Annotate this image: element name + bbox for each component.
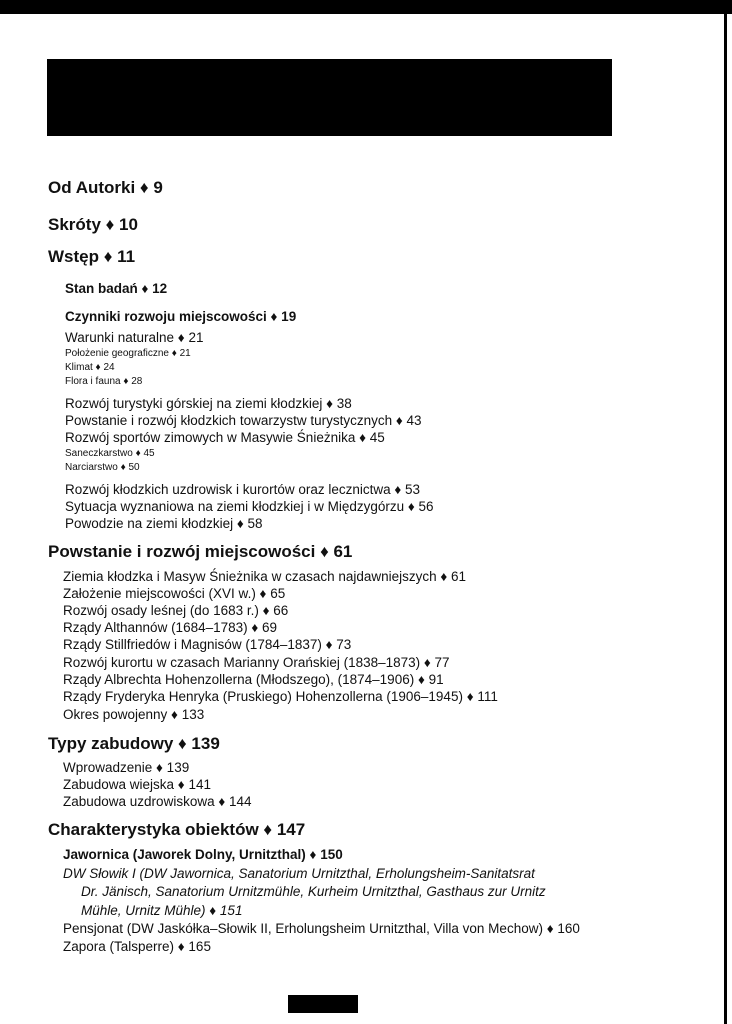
toc-entry-osada: Rozwój osady leśnej (do 1683 r.) ♦ 66 — [63, 603, 289, 618]
toc-entry-wprowadzenie: Wprowadzenie ♦ 139 — [63, 760, 190, 775]
toc-entry-wyznania: Sytuacja wyznaniowa na ziemi kłodzkiej i w Międzygórzu ♦ 56 — [65, 499, 434, 514]
toc-entry-klimat: Klimat ♦ 24 — [65, 362, 115, 373]
toc-entry-od-autorki: Od Autorki ♦ 9 — [48, 178, 163, 197]
toc-entry-polozenie: Położenie geograficzne ♦ 21 — [65, 348, 191, 359]
toc-entry-wstep: Wstęp ♦ 11 — [48, 247, 136, 266]
toc-entry-slowik-line1: DW Słowik I (DW Jawornica, Sanatorium Urnitzthal, Erholungsheim-Sanitatsrat — [63, 866, 535, 881]
toc-entry-althann: Rządy Althannów (1684–1783) ♦ 69 — [63, 620, 278, 635]
toc-entry-charakterystyka: Charakterystyka obiektów ♦ 147 — [48, 820, 306, 839]
toc-entry-warunki: Warunki naturalne ♦ 21 — [65, 330, 204, 345]
toc-entry-albrecht: Rządy Albrechta Hohenzollerna (Młodszego), (1874–1906) ♦ 91 — [63, 672, 444, 687]
toc-entry-powodzie: Powodzie na ziemi kłodzkiej ♦ 58 — [65, 516, 263, 531]
toc-entry-czynniki: Czynniki rozwoju miejscowości ♦ 19 — [65, 309, 297, 324]
toc-entry-skroty: Skróty ♦ 10 — [48, 215, 138, 234]
toc-entry-typy: Typy zabudowy ♦ 139 — [48, 734, 220, 753]
toc-entry-pensjonat: Pensjonat (DW Jaskółka–Słowik II, Erholungsheim Urnitzthal, Villa von Mechow) ♦ 160 — [63, 921, 580, 936]
toc-entry-uzdrowiska: Rozwój kłodzkich uzdrowisk i kurortów oraz lecznictwa ♦ 53 — [65, 482, 421, 497]
toc-entry-stillfried: Rządy Stillfriedów i Magnisów (1784–1837) ♦ 73 — [63, 637, 352, 652]
toc-entry-narciarstwo: Narciarstwo ♦ 50 — [65, 462, 140, 473]
toc-entry-slowik-line3: Mühle, Urnitz Mühle) ♦ 151 — [81, 903, 243, 918]
toc-entry-stan-badan: Stan badań ♦ 12 — [65, 281, 168, 296]
toc-entry-zalozenie: Założenie miejscowości (XVI w.) ♦ 65 — [63, 586, 286, 601]
toc-entry-sporty: Rozwój sportów zimowych w Masywie Śnieżnika ♦ 45 — [65, 430, 385, 445]
toc-entry-okres: Okres powojenny ♦ 133 — [63, 707, 205, 722]
toc-entry-towarzystwa: Powstanie i rozwój kłodzkich towarzystw turystycznych ♦ 43 — [65, 413, 422, 428]
toc-entry-ziemia: Ziemia kłodzka i Masyw Śnieżnika w czasach najdawniejszych ♦ 61 — [63, 569, 467, 584]
toc-entry-powstanie: Powstanie i rozwój miejscowości ♦ 61 — [48, 542, 353, 561]
toc-entry-fryderyk: Rządy Fryderyka Henryka (Pruskiego) Hohenzollerna (1906–1945) ♦ 111 — [63, 689, 498, 704]
toc-entry-flora: Flora i fauna ♦ 28 — [65, 376, 143, 387]
toc-entry-saneczkarstwo: Saneczkarstwo ♦ 45 — [65, 448, 155, 459]
toc-entry-zapora: Zapora (Talsperre) ♦ 165 — [63, 939, 211, 954]
toc-entry-jawornica: Jawornica (Jaworek Dolny, Urnitzthal) ♦ 150 — [63, 847, 343, 862]
toc-entry-marianna: Rozwój kurortu w czasach Marianny Orańskiej (1838–1873) ♦ 77 — [63, 655, 450, 670]
toc-entry-turystyka: Rozwój turystyki górskiej na ziemi kłodzkiej ♦ 38 — [65, 396, 352, 411]
toc-entry-slowik-line2: Dr. Jänisch, Sanatorium Urnitzmühle, Kurheim Urnitzthal, Gasthaus zur Urnitz — [81, 884, 546, 899]
toc-entry-uzdrowiskowa: Zabudowa uzdrowiskowa ♦ 144 — [63, 794, 252, 809]
page-number-box — [288, 995, 358, 1013]
toc-entry-wiejska: Zabudowa wiejska ♦ 141 — [63, 777, 211, 792]
